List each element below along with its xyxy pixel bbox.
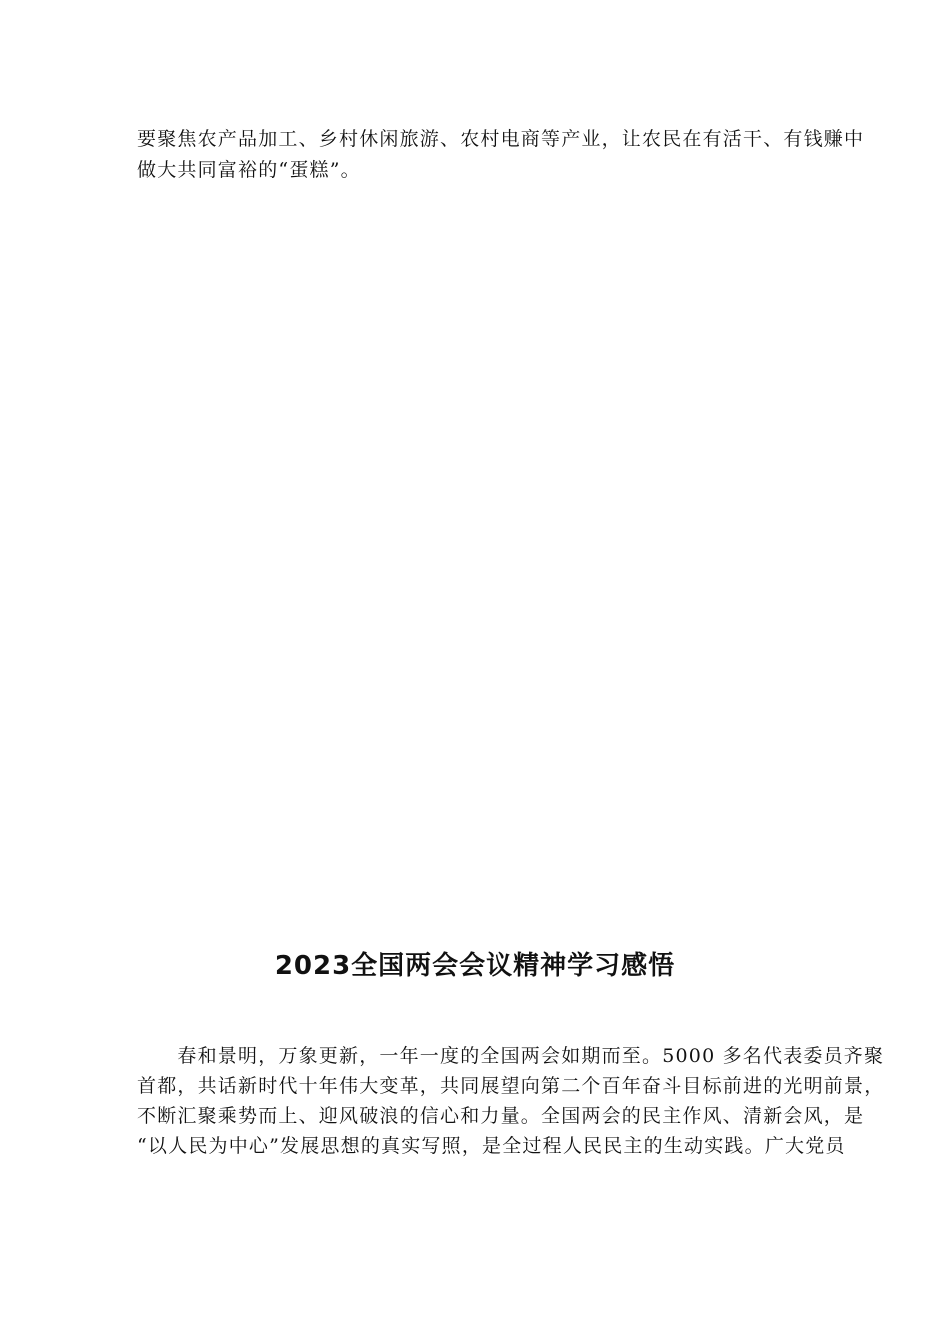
- paragraph-line: “以人民为中心”发展思想的真实写照，是全过程人民民主的生动实践。广大党员: [137, 1135, 846, 1157]
- paragraph-line: 不断汇聚乘势而上、迎风破浪的信心和力量。全国两会的民主作风、清新会风，是: [137, 1105, 865, 1127]
- article-paragraph: [137, 1041, 885, 1161]
- paragraph-line: 首都，共话新时代十年伟大变革，共同展望向第二个百年奋斗目标前进的光明前景，: [137, 1075, 885, 1097]
- paragraph-line: 做大共同富裕的“蛋糕”。: [137, 159, 361, 181]
- article-title: 2023全国两会会议精神学习感悟: [274, 951, 676, 981]
- paragraph-line: 要聚焦农产品加工、乡村休闲旅游、农村电商等产业，让农民在有活干、有钱赚中: [137, 128, 865, 150]
- paragraph-line: 春和景明，万象更新，一年一度的全国两会如期而至。5000 多名代表委员齐聚: [137, 1045, 885, 1067]
- continuation-paragraph: [137, 124, 865, 186]
